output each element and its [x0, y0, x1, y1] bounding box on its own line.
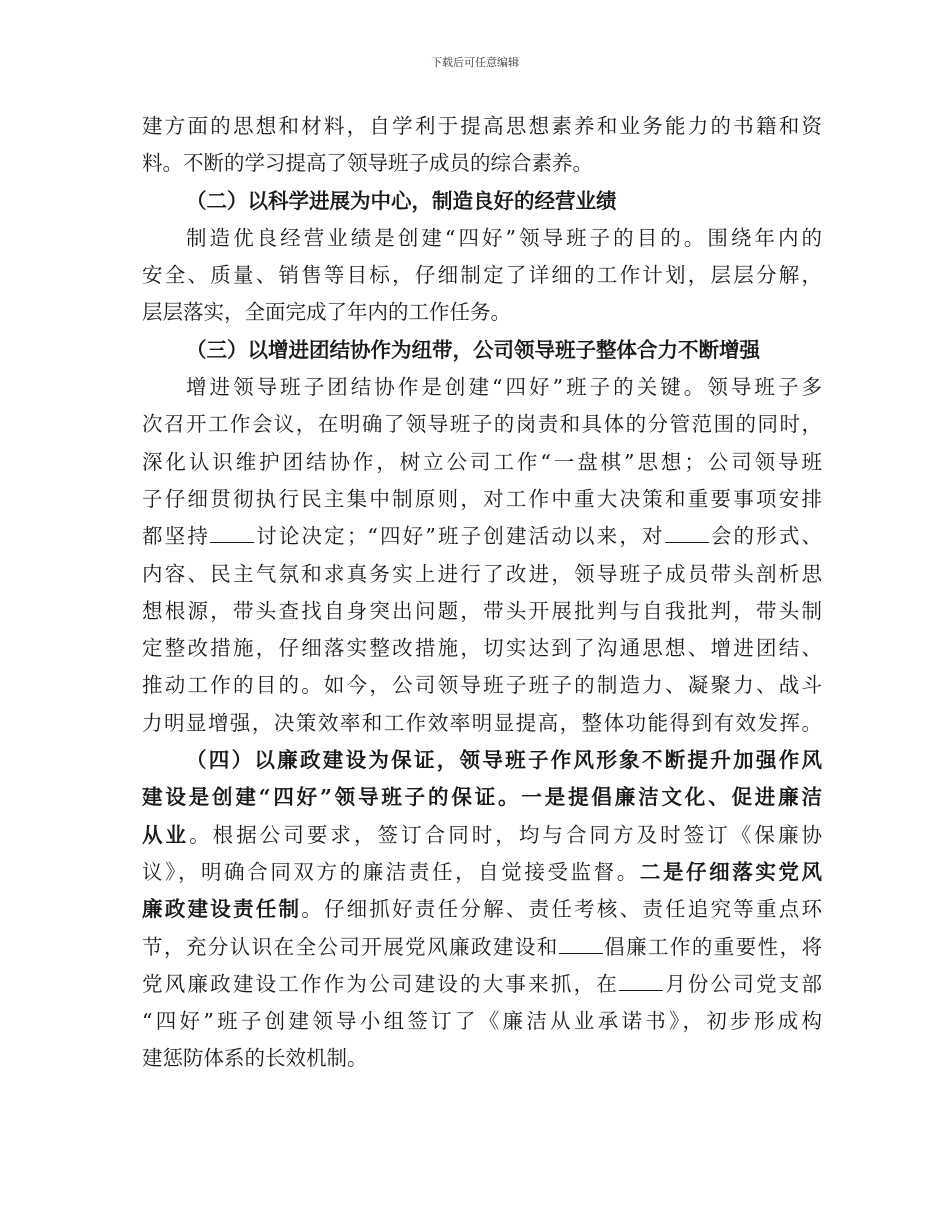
section-heading-3: （三）以增进团结协作为纽带，公司领导班子整体合力不断增强 [186, 337, 760, 362]
text-line: 力明显增强，决策效率和工作效率明显提高，整体功能得到有效发挥。 [142, 710, 822, 735]
text-line: 内容、民主气氛和求真务实上进行了改进，领导班子成员带头剖析思 [142, 561, 822, 586]
text-line: 安全、质量、销售等目标，仔细制定了详细的工作计划，层层分解， [142, 263, 822, 288]
blank-underline [665, 526, 709, 543]
text-line: 次召开工作会议，在明确了领导班子的岗责和具体的分管范围的同时， [142, 412, 822, 437]
text-segment: 。仔细抓好责任分解、责任考核、责任追究等重点环 [301, 897, 823, 922]
text-segment: 都坚持 [142, 524, 211, 549]
text-segment: 节，充分认识在全公司开展党风廉政建设和 [142, 934, 559, 959]
text-line [142, 518, 822, 555]
bold-segment: 廉政建设责任制 [142, 897, 302, 922]
text-line [142, 929, 822, 966]
page-header-note: 下载后可任意编辑 [431, 56, 519, 69]
text-line: 建设是创建“四好”领导班子的保证。一是提倡廉洁文化、促进廉洁 [142, 785, 822, 810]
text-segment: 议》，明确合同双方的廉洁责任，自觉接受监督。 [142, 859, 640, 884]
section-heading-2: （二）以科学进展为中心，制造良好的经营业绩 [186, 188, 617, 213]
text-line [142, 966, 822, 1003]
text-line: 建惩防体系的长效机制。 [142, 1046, 368, 1071]
text-line [142, 854, 822, 891]
text-line: 增进领导班子团结协作是创建“四好”班子的关键。领导班子多 [186, 375, 822, 400]
text-segment: 。根据公司要求，签订合同时，均与合同方及时签订《保廉协 [189, 822, 823, 847]
bold-segment: 从业 [142, 822, 190, 847]
text-segment: 月份公司党支部 [663, 971, 822, 996]
text-segment: 党风廉政建设工作作为公司建设的大事来抓，在 [142, 971, 619, 996]
section-heading-4: （四）以廉政建设为保证，领导班子作风形象不断提升加强作风 [186, 748, 822, 773]
text-line: “四好”班子创建领导小组签订了《廉洁从业承诺书》，初步形成构 [142, 1009, 822, 1034]
text-segment: 讨论决定；“四好”班子创建活动以来，对 [254, 524, 665, 549]
text-line: 层层落实，全面完成了年内的工作任务。 [142, 300, 511, 325]
bold-segment: 二是仔细落实党风 [639, 859, 823, 884]
blank-underline [619, 974, 663, 991]
text-line: 推动工作的目的。如今，公司领导班子班子的制造力、凝聚力、战斗 [142, 673, 822, 698]
text-line [142, 891, 822, 928]
text-line: 深化认识维护团结协作，树立公司工作“一盘棋”思想；公司领导班 [142, 449, 822, 474]
text-line: 料。不断的学习提高了领导班子成员的综合素养。 [142, 151, 593, 176]
text-line: 建方面的思想和材料，自学利于提高思想素养和业务能力的书籍和资 [142, 114, 822, 138]
blank-underline [559, 937, 603, 954]
text-segment: 倡廉工作的重要性，将 [602, 934, 823, 959]
text-segment: 会的形式、 [708, 524, 823, 549]
text-line [142, 817, 822, 854]
blank-underline [210, 526, 254, 543]
text-line: 制造优良经营业绩是创建“四好”领导班子的目的。围绕年内的 [186, 225, 822, 250]
text-line: 定整改措施，仔细落实整改措施，切实达到了沟通思想、增进团结、 [142, 636, 822, 661]
document-body [142, 108, 822, 1078]
text-line: 子仔细贯彻执行民主集中制原则，对工作中重大决策和重要事项安排 [142, 486, 822, 511]
text-line: 想根源，带头查找自身突出问题，带头开展批判与自我批判，带头制 [142, 598, 822, 623]
